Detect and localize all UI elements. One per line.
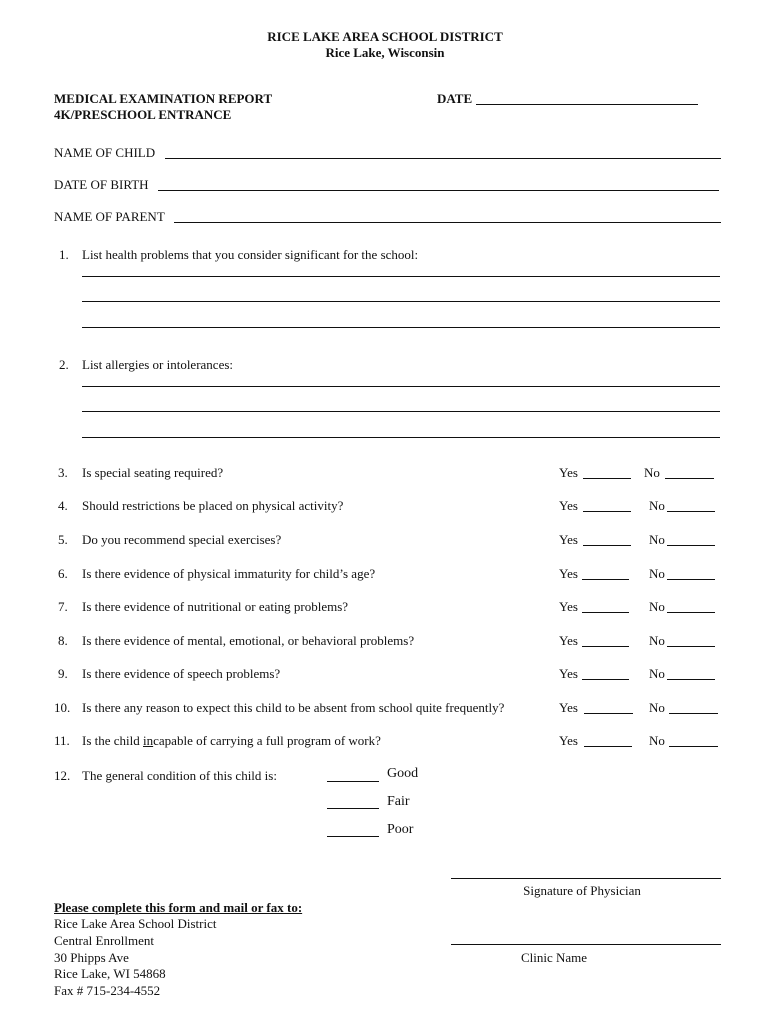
form-subtitle: 4K/PRESCHOOL ENTRANCE	[54, 107, 232, 122]
q6-number: 6.	[58, 566, 68, 581]
q8-text: Is there evidence of mental, emotional, or behavioral problems?	[82, 633, 415, 648]
q8-yes-label: Yes	[559, 633, 578, 648]
q12-text: The general condition of this child is:	[82, 768, 277, 783]
condition-poor-label: Poor	[387, 822, 414, 837]
clinic-name-field[interactable]	[451, 944, 721, 945]
q10-yes-field[interactable]	[584, 713, 633, 714]
q3-yes-label: Yes	[559, 465, 578, 480]
q3-no-label: No	[644, 465, 660, 480]
q4-yes-field[interactable]	[583, 511, 631, 512]
q10-number: 10.	[54, 700, 71, 715]
mail-address-line: Rice Lake Area School District	[54, 916, 217, 931]
mail-address-line: 30 Phipps Ave	[54, 950, 129, 965]
q5-number: 5.	[58, 532, 68, 547]
physician-signature-label: Signature of Physician	[523, 883, 641, 898]
q4-number: 4.	[58, 498, 68, 513]
mail-address-line: Rice Lake, WI 54868	[54, 966, 166, 981]
date-field[interactable]	[476, 104, 698, 105]
q1-answer-line[interactable]	[82, 301, 720, 302]
condition-poor-field[interactable]	[327, 836, 379, 837]
q6-text: Is there evidence of physical immaturity for child’s age?	[82, 566, 376, 581]
mail-heading: Please complete this form and mail or fax to:	[54, 900, 303, 915]
q1-answer-line[interactable]	[82, 276, 720, 277]
q8-yes-field[interactable]	[582, 646, 629, 647]
q5-yes-field[interactable]	[583, 545, 631, 546]
q4-yes-label: Yes	[559, 498, 578, 513]
q9-no-label: No	[649, 666, 665, 681]
dob-label: DATE OF BIRTH	[54, 177, 149, 192]
q3-yes-field[interactable]	[583, 478, 631, 479]
q5-no-field[interactable]	[667, 545, 715, 546]
q11-no-field[interactable]	[669, 746, 718, 747]
form-title: MEDICAL EXAMINATION REPORT	[54, 91, 273, 106]
date-label: DATE	[437, 91, 473, 106]
q10-text: Is there any reason to expect this child to be absent from school quite frequently?	[82, 700, 505, 715]
q7-text: Is there evidence of nutritional or eating problems?	[82, 599, 349, 614]
parent-name-label: NAME OF PARENT	[54, 209, 165, 224]
q7-yes-label: Yes	[559, 599, 578, 614]
q9-no-field[interactable]	[667, 679, 715, 680]
q2-number: 2.	[59, 357, 69, 372]
district-title: RICE LAKE AREA SCHOOL DISTRICT	[267, 29, 503, 44]
q6-no-label: No	[649, 566, 665, 581]
q2-text: List allergies or intolerances:	[82, 357, 234, 372]
q12-number: 12.	[54, 768, 71, 783]
q3-text: Is special seating required?	[82, 465, 224, 480]
physician-signature-field[interactable]	[451, 878, 721, 879]
child-name-label: NAME OF CHILD	[54, 145, 156, 160]
condition-good-label: Good	[387, 766, 419, 781]
q4-no-label: No	[649, 498, 665, 513]
q9-number: 9.	[58, 666, 68, 681]
q4-text: Should restrictions be placed on physical activity?	[82, 498, 344, 513]
q1-number: 1.	[59, 247, 69, 262]
q10-yes-label: Yes	[559, 700, 578, 715]
q8-no-field[interactable]	[667, 646, 715, 647]
q1-answer-line[interactable]	[82, 327, 720, 328]
q5-yes-label: Yes	[559, 532, 578, 547]
q7-no-label: No	[649, 599, 665, 614]
q2-answer-line[interactable]	[82, 386, 720, 387]
q2-answer-line[interactable]	[82, 411, 720, 412]
q5-no-label: No	[649, 532, 665, 547]
q9-yes-field[interactable]	[582, 679, 629, 680]
district-location: Rice Lake, Wisconsin	[325, 45, 445, 60]
dob-field[interactable]	[158, 190, 719, 191]
q11-text-underlined: in	[143, 733, 154, 748]
q11-text-post: capable of carrying a full program of work?	[153, 733, 381, 748]
q6-no-field[interactable]	[667, 579, 715, 580]
q8-no-label: No	[649, 633, 665, 648]
q10-no-field[interactable]	[669, 713, 718, 714]
condition-fair-field[interactable]	[327, 808, 379, 809]
q11-no-label: No	[649, 733, 665, 748]
child-name-field[interactable]	[165, 158, 721, 159]
q7-yes-field[interactable]	[582, 612, 629, 613]
q3-number: 3.	[58, 465, 68, 480]
q5-text: Do you recommend special exercises?	[82, 532, 282, 547]
q11-yes-label: Yes	[559, 733, 578, 748]
q11-number: 11.	[54, 733, 70, 748]
q9-yes-label: Yes	[559, 666, 578, 681]
parent-name-field[interactable]	[174, 222, 721, 223]
q4-no-field[interactable]	[667, 511, 715, 512]
q11-text	[82, 733, 381, 749]
condition-good-field[interactable]	[327, 781, 379, 782]
q7-no-field[interactable]	[667, 612, 715, 613]
q3-no-field[interactable]	[665, 478, 714, 479]
mail-address-line: Central Enrollment	[54, 933, 155, 948]
q6-yes-label: Yes	[559, 566, 578, 581]
q6-yes-field[interactable]	[582, 579, 629, 580]
fax-number: Fax # 715-234-4552	[54, 983, 161, 998]
q9-text: Is there evidence of speech problems?	[82, 666, 281, 681]
clinic-name-label: Clinic Name	[521, 950, 588, 965]
q10-no-label: No	[649, 700, 665, 715]
q1-text: List health problems that you consider significant for the school:	[82, 247, 419, 262]
q2-answer-line[interactable]	[82, 437, 720, 438]
q7-number: 7.	[58, 599, 68, 614]
condition-fair-label: Fair	[387, 794, 410, 809]
q11-text-pre: Is the child	[82, 733, 144, 748]
q8-number: 8.	[58, 633, 68, 648]
q11-yes-field[interactable]	[584, 746, 632, 747]
